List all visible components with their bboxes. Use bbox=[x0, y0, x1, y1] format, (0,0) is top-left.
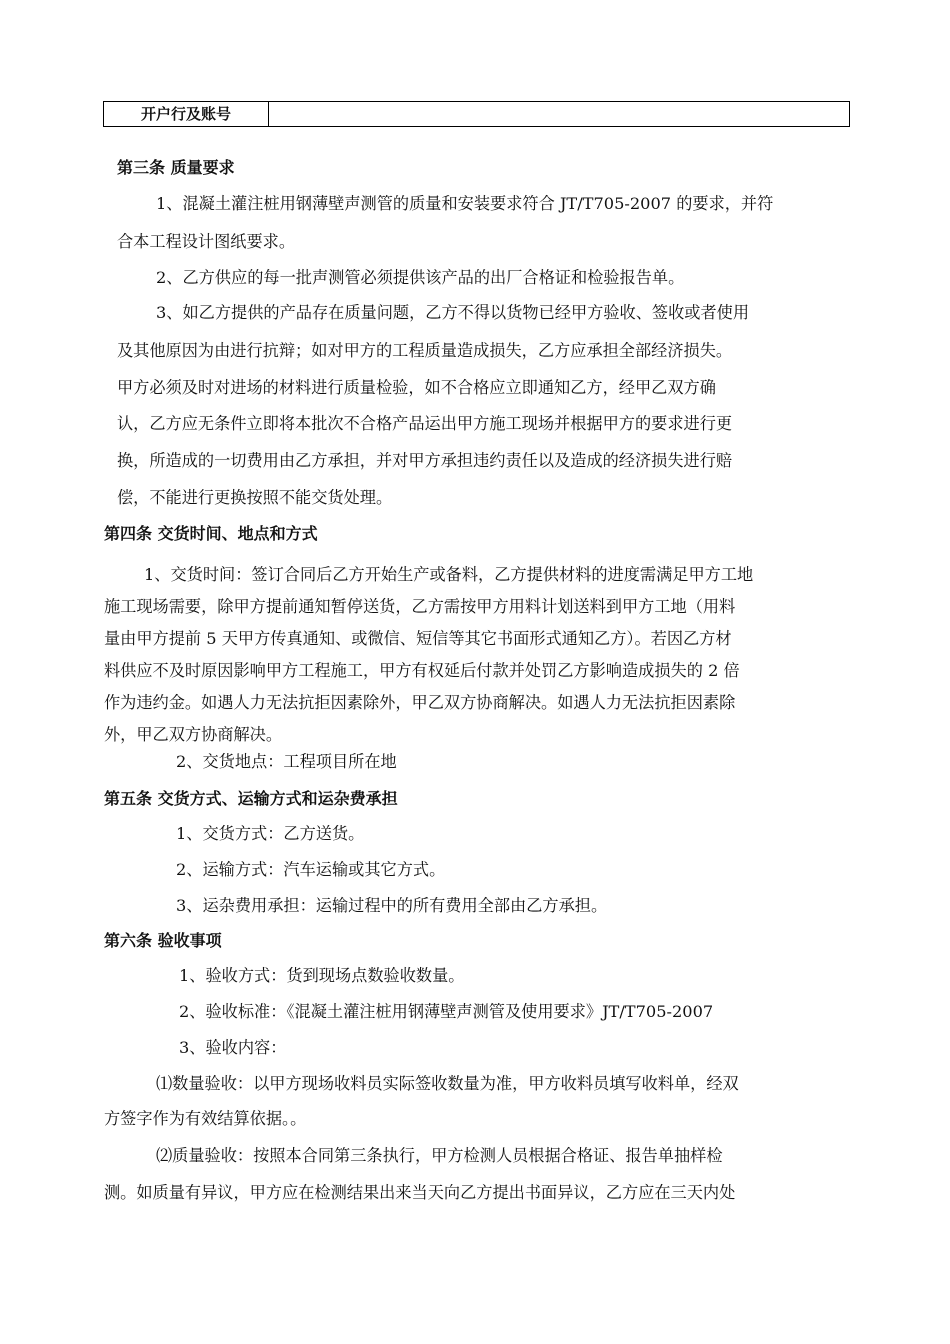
section3-line: 1、混凝土灌注桩用钢薄壁声测管的质量和安装要求符合 JT/T705-2007 的要求，并符 bbox=[156, 194, 774, 213]
section3-line: 甲方必须及时对进场的材料进行质量检验，如不合格应立即通知乙方，经甲乙双方确 bbox=[117, 378, 716, 397]
section4-line: 2、交货地点：工程项目所在地 bbox=[176, 752, 397, 771]
section6-line: 2、验收标准：《混凝土灌注桩用钢薄壁声测管及使用要求》JT/T705-2007 bbox=[179, 1002, 714, 1021]
section3-line: 认，乙方应无条件立即将本批次不合格产品运出甲方施工现场并根据甲方的要求进行更 bbox=[117, 414, 733, 433]
bank-account-value bbox=[269, 102, 849, 126]
section4-line: 量由甲方提前 5 天甲方传真通知、或微信、短信等其它书面形式通知乙方）。若因乙方材 bbox=[104, 629, 732, 648]
section5-heading: 第五条 交货方式、运输方式和运杂费承担 bbox=[104, 789, 398, 808]
section4-line: 1、交货时间：签订合同后乙方开始生产或备料，乙方提供材料的进度需满足甲方工地 bbox=[144, 565, 754, 584]
bank-account-label: 开户行及账号 bbox=[104, 102, 269, 126]
section4-line: 作为违约金。如遇人力无法抗拒因素除外，甲乙双方协商解决。如遇人力无法抗拒因素除 bbox=[104, 693, 736, 712]
section5-line: 2、运输方式：汽车运输或其它方式。 bbox=[176, 860, 446, 879]
section5-line: 1、交货方式：乙方送货。 bbox=[176, 824, 365, 843]
section6-line: ⑵质量验收：按照本合同第三条执行，甲方检测人员根据合格证、报告单抽样检 bbox=[156, 1146, 723, 1165]
section6-line: ⑴数量验收：以甲方现场收料员实际签收数量为准，甲方收料员填写收料单，经双 bbox=[156, 1074, 739, 1093]
section6-line: 测。如质量有异议，甲方应在检测结果出来当天向乙方提出书面异议，乙方应在三天内处 bbox=[104, 1183, 736, 1202]
section3-line: 合本工程设计图纸要求。 bbox=[117, 232, 296, 251]
section6-heading: 第六条 验收事项 bbox=[104, 931, 222, 950]
section3-line: 3、如乙方提供的产品存在质量问题，乙方不得以货物已经甲方验收、签收或者使用 bbox=[156, 303, 750, 322]
section3-line: 换，所造成的一切费用由乙方承担，并对甲方承担违约责任以及造成的经济损失进行赔 bbox=[117, 451, 733, 470]
section5-line: 3、运杂费用承担：运输过程中的所有费用全部由乙方承担。 bbox=[176, 896, 608, 915]
section6-line: 方签字作为有效结算依据。。 bbox=[104, 1109, 307, 1128]
section4-line: 料供应不及时原因影响甲方工程施工，甲方有权延后付款并处罚乙方影响造成损失的 2 倍 bbox=[104, 661, 740, 680]
section6-line: 1、验收方式：货到现场点数验收数量。 bbox=[179, 966, 465, 985]
section4-line: 施工现场需要，除甲方提前通知暂停送货，乙方需按甲方用料计划送料到甲方工地（用料 bbox=[104, 597, 736, 616]
section4-heading: 第四条 交货时间、地点和方式 bbox=[104, 524, 318, 543]
section6-line: 3、验收内容： bbox=[179, 1038, 287, 1057]
section3-line: 2、乙方供应的每一批声测管必须提供该产品的出厂合格证和检验报告单。 bbox=[156, 268, 685, 287]
section3-line: 及其他原因为由进行抗辩；如对甲方的工程质量造成损失，乙方应承担全部经济损失。 bbox=[117, 341, 733, 360]
section3-heading: 第三条 质量要求 bbox=[117, 158, 235, 177]
bank-account-row bbox=[103, 101, 850, 127]
section4-line: 外，甲乙双方协商解决。 bbox=[104, 725, 283, 744]
section3-line: 偿，不能进行更换按照不能交货处理。 bbox=[117, 488, 393, 507]
